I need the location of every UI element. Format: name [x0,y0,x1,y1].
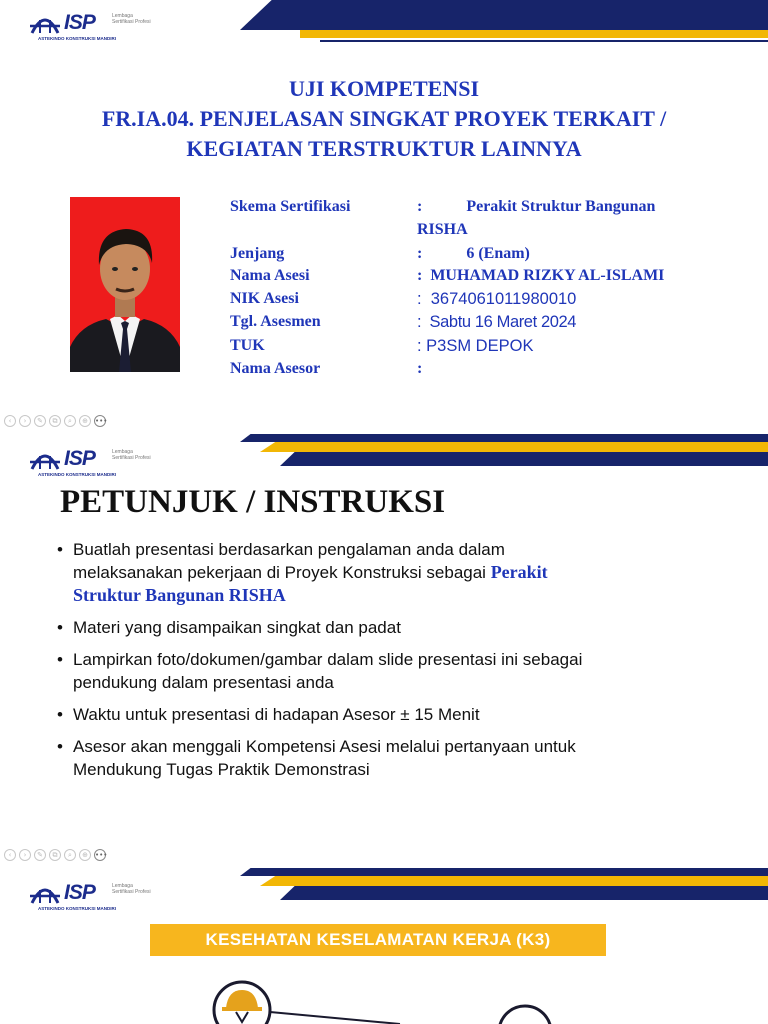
slide-instructions [0,434,768,844]
isp-logo [30,881,170,915]
zoom-icon[interactable]: ⌕ [64,849,76,861]
prev-icon[interactable]: ‹ [4,415,16,427]
list-item [55,735,755,781]
nik-value: : 3674061011980010 [417,290,577,308]
header-yellow-band [260,442,768,452]
prev-icon[interactable]: ‹ [4,849,16,861]
skema-label: Skema Sertifikasi [230,198,351,215]
logo-subtitle: Lembaga Sertifikasi Profesi [112,13,151,25]
skema-value: : Perakit Struktur Bangunan [417,198,656,215]
header-navy-band-2 [280,452,768,466]
logo-subtitle: Lembaga Sertifikasi Profesi [112,449,151,461]
tgl-asesmen-label: Tgl. Asesmen [230,313,321,330]
list-item [55,538,755,607]
logo-subtitle: Lembaga Sertifikasi Profesi [112,883,151,895]
slide-cover [0,0,768,410]
nama-asesor-value: : [417,360,423,377]
logo-text: ISP [64,881,95,904]
pen-icon[interactable]: ✎ [34,849,46,861]
slides-icon[interactable]: ⧉ [49,415,61,427]
bridge-icon [30,11,60,35]
isp-logo [30,11,170,45]
header-yellow-band [260,876,768,886]
logo-tagline: ASTEKINDO KONSTRUKSI MANDIRI [38,472,117,477]
title-line-2: FR.IA.04. PENJELASAN SINGKAT PROYEK TERKAIT / [101,106,667,131]
nama-asesi-label: Nama Asesi [230,267,310,284]
header-navy-band [240,0,768,30]
asesi-photo [70,197,180,372]
tgl-asesmen-value: : Sabtu 16 Maret 2024 [417,313,577,331]
pointer-icon[interactable]: ⊕ [79,849,91,861]
skema-value-2: RISHA [417,221,468,238]
bullet-3-line-1: Lampirkan foto/dokumen/gambar dalam slide presentasi ini sebagai [73,650,583,669]
bullet-5-line-2: Mendukung Tugas Praktik Demonstrasi [73,760,370,779]
slide-k3 [0,868,768,1024]
k3-diagram [200,972,580,1024]
list-item [55,703,755,726]
slide-toolbar-2 [0,844,768,868]
tuk-label: TUK [230,337,265,354]
logo-tagline: ASTEKINDO KONSTRUKSI MANDIRI [38,36,117,41]
isp-logo [30,447,170,481]
slide-nav-icons [4,415,106,427]
logo-tagline: ASTEKINDO KONSTRUKSI MANDIRI [38,906,117,911]
title-line-3: KEGIATAN TERSTRUKTUR LAINNYA [186,136,582,161]
connector-line [270,1012,400,1024]
person-portrait-icon [70,197,180,372]
slide-nav-icons [4,849,106,861]
header-navy-band-2 [280,886,768,900]
bullet-4: Waktu untuk presentasi di hadapan Asesor ± 15 Menit [73,705,480,724]
pen-icon[interactable]: ✎ [34,415,46,427]
k3-circle-2 [499,1006,551,1024]
bullet-1-highlight-2: Struktur Bangunan RISHA [73,585,286,605]
bridge-icon [30,881,60,905]
slides-icon[interactable]: ⧉ [49,849,61,861]
logo-text: ISP [64,447,95,470]
bullet-5-line-1: Asesor akan menggali Kompetensi Asesi melalui pertanyaan untuk [73,737,576,756]
zoom-icon[interactable]: ⌕ [64,415,76,427]
bullet-3-line-2: pendukung dalam presentasi anda [73,673,334,692]
header-yellow-band [300,30,768,38]
bullet-1-highlight-1: Perakit [490,562,548,582]
nama-asesor-label: Nama Asesor [230,360,321,377]
next-icon[interactable]: › [19,849,31,861]
tuk-value: : P3SM DEPOK [417,337,534,355]
more-icon[interactable]: ••• [95,851,108,859]
more-icon[interactable]: ••• [95,417,108,425]
next-icon[interactable]: › [19,415,31,427]
header-navy-band [240,434,768,442]
bridge-icon [30,447,60,471]
header-navy-band [240,868,768,876]
bullet-1-line-2: melaksanakan pekerjaan di Proyek Konstruksi sebagai [73,563,491,582]
header-thin-band [320,40,768,42]
bullet-2: Materi yang disampaikan singkat dan padat [73,618,401,637]
bullet-1-line-1: Buatlah presentasi berdasarkan pengalaman anda dalam [73,540,505,559]
title-line-1: UJI KOMPETENSI [288,76,480,101]
instructions-title: PETUNJUK / INSTRUKSI [60,484,446,520]
pointer-icon[interactable]: ⊕ [79,415,91,427]
list-item [55,648,755,694]
nama-asesi-value: : MUHAMAD RIZKY AL-ISLAMI [417,267,665,284]
jenjang-label: Jenjang [230,245,285,262]
slide-toolbar-1 [0,410,768,434]
instructions-list [55,538,755,790]
list-item [55,616,755,639]
logo-text: ISP [64,11,95,34]
jenjang-value: : 6 (Enam) [417,245,530,262]
nik-label: NIK Asesi [230,290,299,307]
k3-banner: KESEHATAN KESELAMATAN KERJA (K3) [150,924,606,956]
